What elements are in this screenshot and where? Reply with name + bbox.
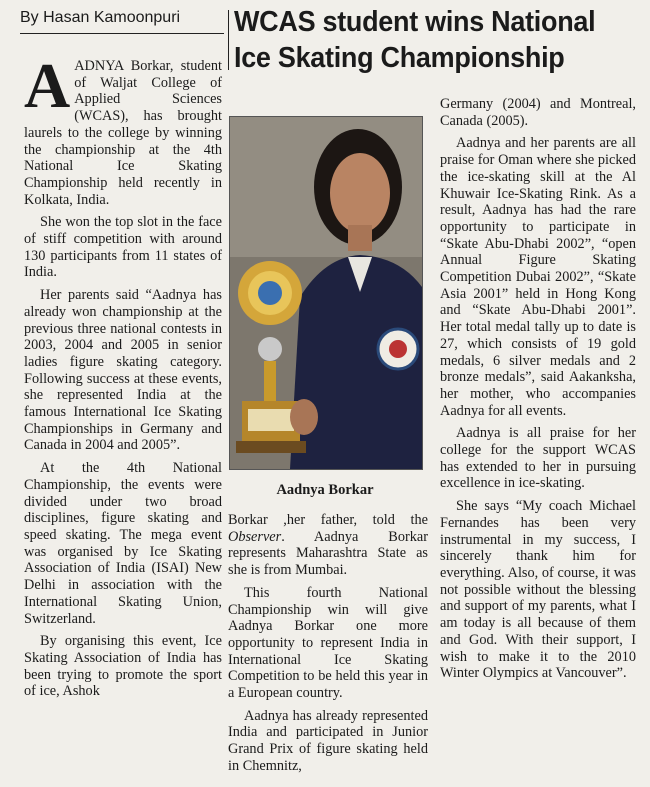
student-with-trophy-photo-icon <box>230 117 422 469</box>
paragraph-text: . Aadnya Borkar represents Maharashtra State as she is from Mumbai. <box>228 528 428 579</box>
article-column-2 <box>228 512 428 781</box>
publication-name: Observer <box>228 528 282 545</box>
paragraph: She won the top slot in the face of stiff competition with around 130 participants from 11 states of India. <box>24 214 222 281</box>
paragraph: By organising this event, Ice Skating Association of India has been trying to promote the sport of ice, Ashok <box>24 633 222 700</box>
paragraph: This fourth National Championship win will give Aadnya Borkar one more opportunity to represent India in International Ice Skating Competition to be held this year in a European country. <box>228 584 428 702</box>
paragraph: Her parents said “Aadnya has already won championship at the previous three national contests in 2003, 2004 and 2005 in senior ladies figure skating category. Following success at these events, she represented India at the famous International Ice Skating Championships in Germany and Canada in 2004 and 2005”. <box>24 287 222 454</box>
paragraph: Aadnya has already represented India and participated in Junior Grand Prix of figure skating held in Chemnitz, <box>228 707 428 774</box>
headline-line-1: WCAS student wins National <box>234 6 596 38</box>
headline-line-2: Ice Skating Championship <box>234 42 565 74</box>
photo-caption: Aadnya Borkar <box>276 482 374 498</box>
paragraph <box>24 50 222 208</box>
paragraph: At the 4th National Championship, the events were divided under two broad disciplines, figure skating and speed skating. The mega event was organised by Ice Skating Association of India (ISAI) New Delhi in association with the International Skating Union, Switzerland. <box>24 460 222 627</box>
paragraph: Germany (2004) and Montreal, Canada (2005). <box>440 96 636 129</box>
paragraph: Aadnya is all praise for her college for the support WCAS has extended to her in pursuing excellence in ice-skating. <box>440 425 636 492</box>
paragraph-text: ADNYA Borkar, student of Waljat College of Applied Sciences (WCAS), has brought laurels to the college by winning the championship at the 4th National Ice Skating Championship held recently in Kolkata, India. <box>24 58 222 208</box>
byline-rule <box>20 33 224 34</box>
headline <box>234 4 617 76</box>
header-divider <box>228 10 229 70</box>
paragraph: She says “My coach Michael Fernandes has been very instrumental in my success, I sincerely thank him for everything. Also, of course, it was not possible without the blessing and support of my parents, what I am today is all because of them and God. With their support, I wish to make it to the 2010 Winter Olympics at Vancouver”. <box>440 498 636 682</box>
article-column-3 <box>440 96 636 688</box>
byline: By Hasan Kamoonpuri <box>20 9 181 26</box>
paragraph <box>228 512 428 579</box>
paragraph: Aadnya and her parents are all praise for Oman where she picked the ice-skating skill at the Al Khuwair Ice-Skating Rink. As a result, Aadnya has had the rare opportunity to participate in “Skate Abu-Dhabi 2002”, “open Annual Figure Skating Competition Dubai 2002”, “Skate Asia 2001” held in Hong Kong and “Skate Abu-Dhabi 2001”. Her total medal tally up to date is 27, which consists of 19 gold medals, 6 silver medals and 2 bronze medals”, said Aakanksha, her mother, who accompanies Aadnya for all events. <box>440 135 636 419</box>
student-photo <box>229 116 423 470</box>
drop-cap: A <box>24 50 71 121</box>
paragraph-text: Borkar ,her father, told the <box>228 512 428 528</box>
article-column-1 <box>24 50 222 706</box>
